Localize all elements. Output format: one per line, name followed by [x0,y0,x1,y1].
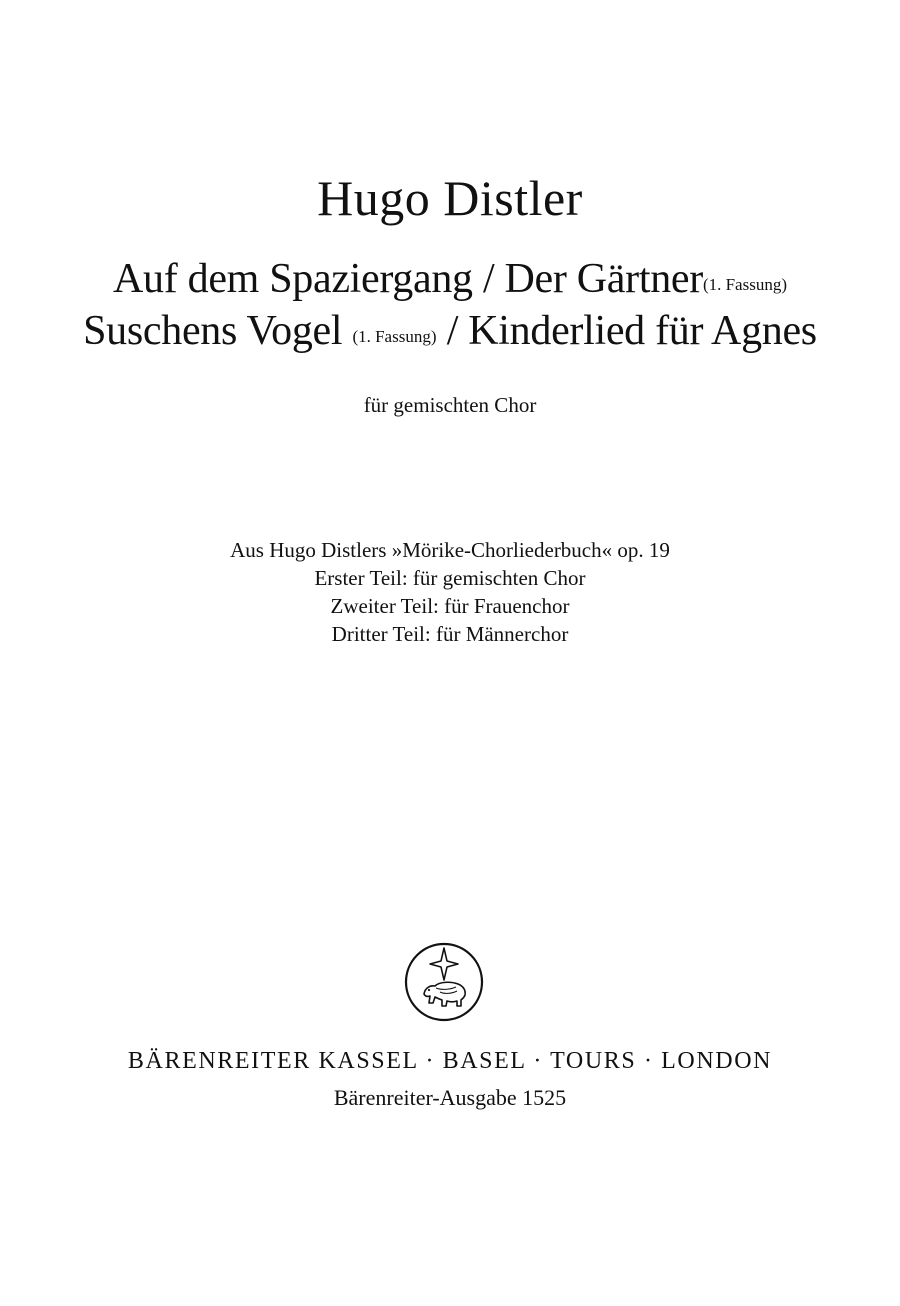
baerenreiter-bear-star-logo-icon [404,942,484,1022]
composer-name: Hugo Distler [317,170,583,226]
title-main: Auf dem Spaziergang / Der Gärtner [113,256,703,302]
voicing-subtitle: für gemischten Chor [363,393,537,417]
title-main: / Kinderlied für Agnes [446,308,817,354]
publisher-imprint: BÄRENREITER KASSEL · BASEL · TOURS · LONDON [127,1048,773,1074]
source-part: Dritter Teil: für Männerchor [331,622,569,646]
source-block [0,536,900,648]
title-line-2 [0,306,900,364]
title-line-1 [0,254,900,312]
title-main: Suschens Vogel [83,308,343,354]
version-note: (1. Fassung) [352,327,437,346]
source-collection: Aus Hugo Distlers »Mörike-Chorliederbuch« op. 19 [230,538,670,562]
version-note: (1. Fassung) [702,275,787,294]
edition-number: Bärenreiter-Ausgabe 1525 [333,1085,567,1110]
source-part: Zweiter Teil: für Frauenchor [330,594,570,618]
source-part: Erster Teil: für gemischten Chor [314,566,586,590]
